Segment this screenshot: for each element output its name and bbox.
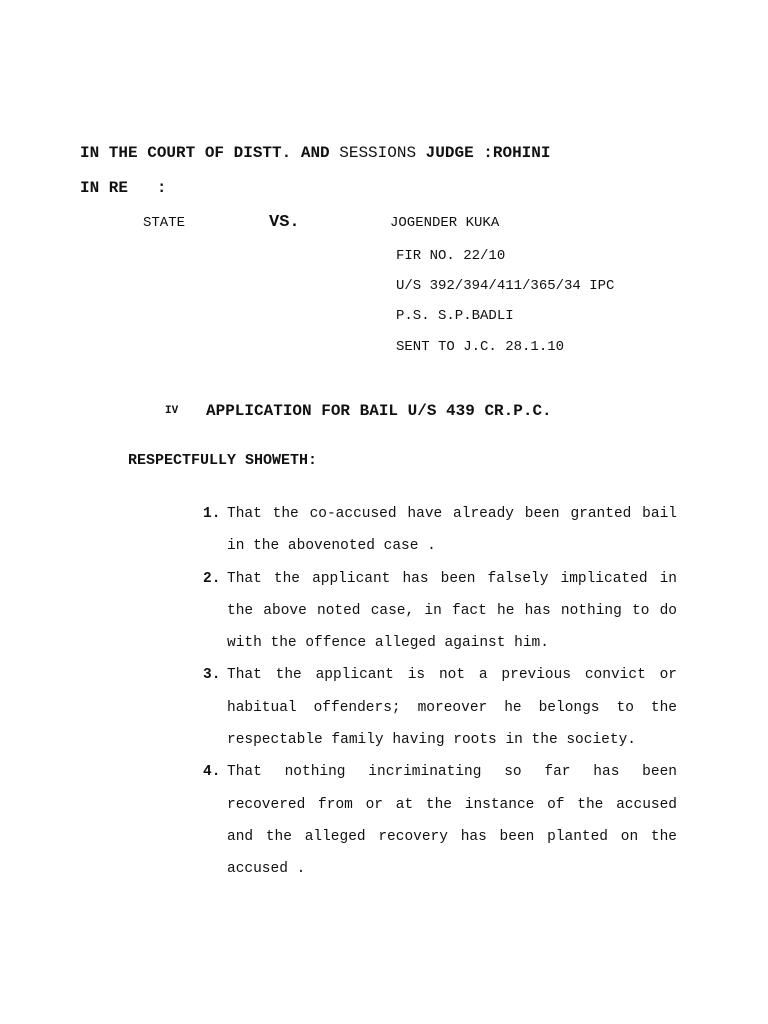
custody-status: SENT TO J.C. 28.1.10 [396,339,565,355]
paragraph-number: 3. [203,667,221,684]
paragraph-item [203,659,677,756]
application-ordinal: IV [165,405,179,417]
paragraph-text: That nothing incriminating so far has been recovered from or at the instance of the accused and the alleged recovery has been planted on the accused . [227,764,677,878]
sections-charged: U/S 392/394/411/365/34 IPC [396,278,615,294]
court-heading-part1: IN THE COURT OF DISTT. AND [80,144,340,162]
police-station: P.S. S.P.BADLI [396,308,514,324]
paragraph-item [203,563,677,660]
paragraph-number: 4. [203,764,221,781]
petitioner-name: STATE [143,215,186,231]
paragraph-number: 1. [203,506,221,522]
in-re-label: IN RE : [80,179,167,197]
paragraph-text: That the applicant is not a previous convict or habitual offenders; moreover he belongs to the respectable family having roots in the society. [227,667,677,749]
application-title: APPLICATION FOR BAIL U/S 439 CR.P.C. [206,402,552,420]
fir-number: FIR NO. 22/10 [396,248,506,264]
court-heading [80,144,550,162]
paragraph-item [203,756,677,885]
paragraph-list [203,498,677,886]
paragraph-text: That the applicant has been falsely implicated in the above noted case, in fact he has nothing to do with the offence alleged against him. [227,570,677,652]
court-heading-part2: SESSIONS [339,144,417,162]
paragraph-item [203,498,677,563]
versus-label: VS. [269,213,300,232]
salutation: RESPECTFULLY SHOWETH: [128,452,318,469]
accused-name: JOGENDER KUKA [390,215,500,231]
paragraph-number: 2. [203,570,221,587]
paragraph-text: That the co-accused have already been granted bail in the abovenoted case . [227,506,677,555]
court-heading-part3: JUDGE :ROHINI [416,144,551,162]
